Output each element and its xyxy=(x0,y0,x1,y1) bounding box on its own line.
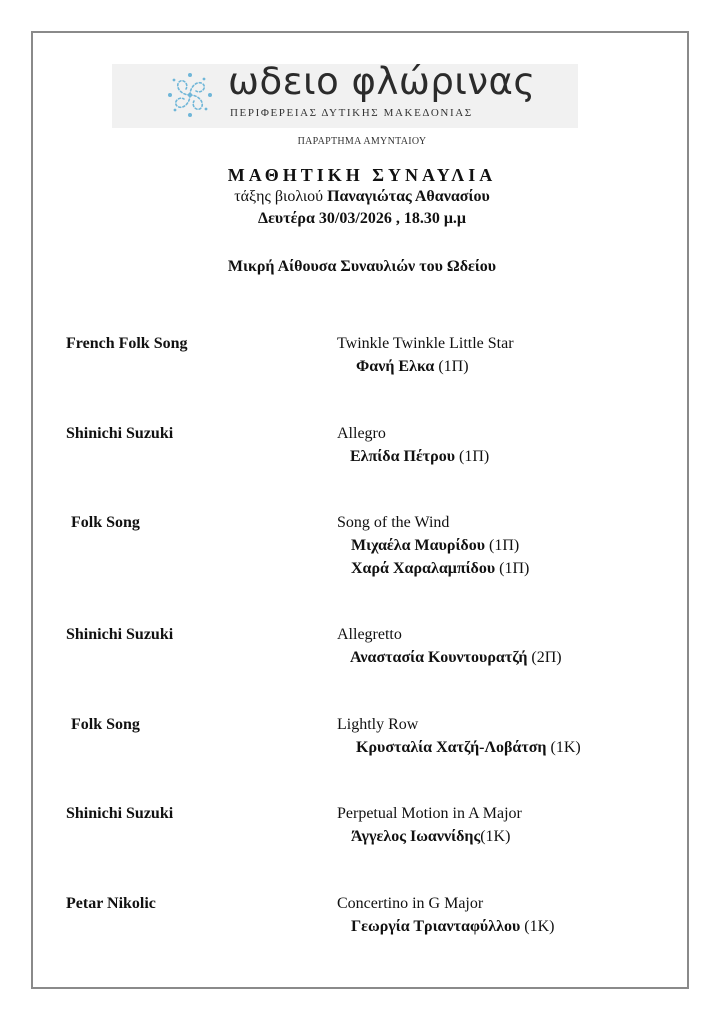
event-title: ΜΑΘΗΤΙΚΗ ΣΥΝΑΥΛΙΑ xyxy=(227,165,497,185)
performer-2-1 xyxy=(350,448,489,466)
date-line: Δευτέρα 30/03/2026 , 18.30 μ.μ xyxy=(258,210,466,227)
branch-label: ΠΑΡΑΡΤΗΜΑ ΑΜΥΝΤΑΙΟΥ xyxy=(297,136,427,147)
performer-name: Φανή Ελκα xyxy=(356,358,435,375)
performer-name: Άγγελος Ιωαννίδης xyxy=(351,828,481,845)
performer-level: (2Π) xyxy=(531,649,562,666)
school-logo-icon xyxy=(163,68,217,122)
performer-5-1 xyxy=(356,739,581,757)
venue-line: Μικρή Αίθουσα Συναυλιών του Ωδείου xyxy=(227,258,497,275)
composer-4: Shinichi Suzuki xyxy=(66,626,174,643)
composer-2: Shinichi Suzuki xyxy=(66,425,174,442)
performer-7-1 xyxy=(351,918,554,936)
work-3: Song of the Wind xyxy=(337,514,450,531)
performer-1-1 xyxy=(356,358,469,376)
work-4: Allegretto xyxy=(337,626,402,643)
performer-3-2 xyxy=(351,560,529,578)
composer-7: Petar Nikolic xyxy=(66,895,156,912)
teacher-name: Παναγιώτας Αθανασίου xyxy=(327,188,490,205)
composer-5: Folk Song xyxy=(71,716,140,733)
performer-level: (1Κ) xyxy=(524,918,555,935)
work-6: Perpetual Motion in A Major xyxy=(337,805,522,822)
work-2: Allegro xyxy=(337,425,386,442)
performer-name: Χαρά Χαραλαμπίδου xyxy=(351,560,496,577)
class-line xyxy=(0,188,724,206)
performer-level: (1Π) xyxy=(438,358,469,375)
performer-level: (1Π) xyxy=(489,537,520,554)
composer-6: Shinichi Suzuki xyxy=(66,805,174,822)
performer-level: (1Π) xyxy=(499,560,530,577)
school-name: ωδειο φλώρινας xyxy=(228,60,536,103)
work-1: Twinkle Twinkle Little Star xyxy=(337,335,514,352)
composer-1: French Folk Song xyxy=(66,335,188,352)
performer-name: Κρυσταλία Χατζή-Λοβάτση xyxy=(356,739,547,756)
performer-4-1 xyxy=(350,649,562,667)
performer-3-1 xyxy=(351,537,519,555)
performer-6-1 xyxy=(351,828,510,846)
class-prefix: τάξης βιολιού xyxy=(234,188,324,205)
performer-name: Αναστασία Κουντουρατζή xyxy=(350,649,528,666)
work-7: Concertino in G Major xyxy=(337,895,484,912)
performer-name: Γεωργία Τριανταφύλλου xyxy=(351,918,521,935)
performer-level: (1Κ) xyxy=(550,739,581,756)
school-region: ΠΕΡΙΦΕΡΕΙΑΣ ΔΥΤΙΚΗΣ ΜΑΚΕΔΟΝΙΑΣ xyxy=(230,107,473,119)
performer-name: Μιχαέλα Μαυρίδου xyxy=(351,537,486,554)
performer-level: (1Π) xyxy=(459,448,490,465)
work-5: Lightly Row xyxy=(337,716,419,733)
performer-name: Ελπίδα Πέτρου xyxy=(350,448,456,465)
composer-3: Folk Song xyxy=(71,514,140,531)
performer-level: (1Κ) xyxy=(480,828,511,845)
